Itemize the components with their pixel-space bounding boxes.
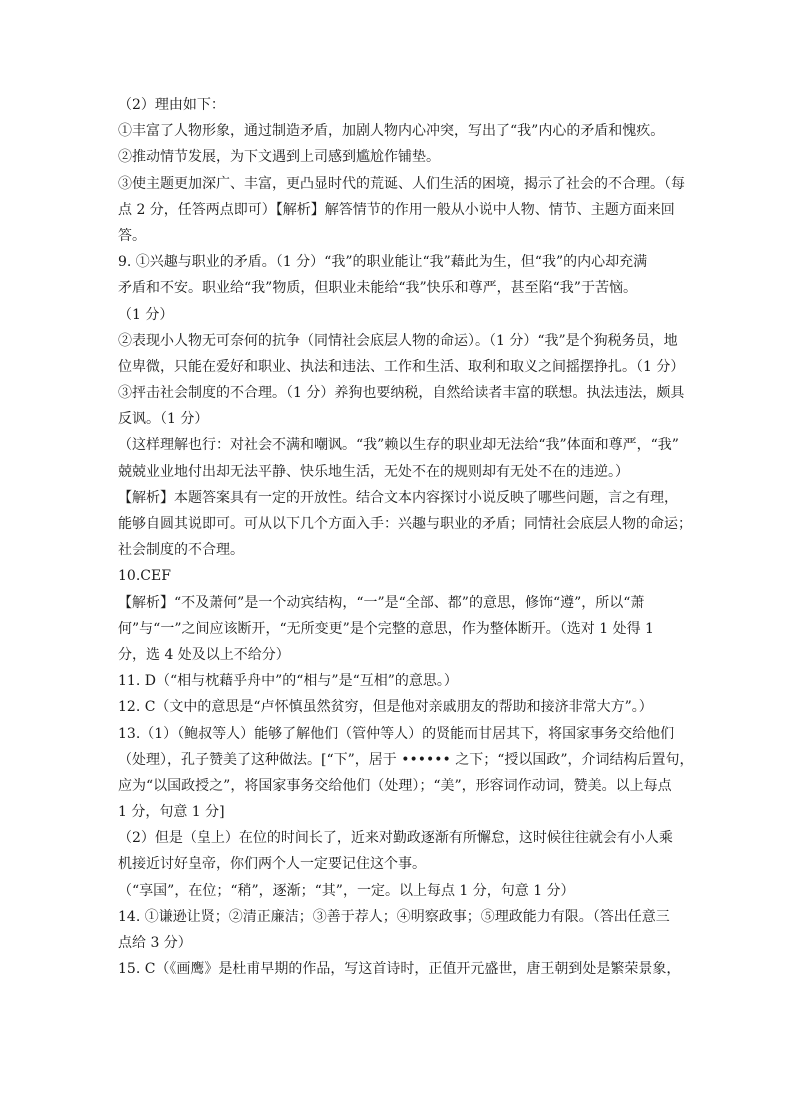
text-line: 11. D（“相与枕藉乎舟中”的“相与”是“互相”的意思。） bbox=[118, 673, 458, 690]
text-line: ②推动情节发展，为下文遇到上司感到尴尬作铺垫。 bbox=[118, 149, 440, 166]
text-line: 社会制度的不合理。 bbox=[118, 542, 244, 559]
text-line: 反讽。（1 分） bbox=[118, 411, 209, 428]
text-line: 14. ①谦逊让贤；②清正廉洁；③善于荐人；④明察政事；⑤理政能力有限。（答出任意三 bbox=[118, 908, 670, 925]
text-line: 答。 bbox=[118, 227, 146, 244]
text-line: 1 分，句意 1 分] bbox=[118, 804, 225, 821]
text-line: ③使主题更加深广、丰富，更凸显时代的荒诞、人们生活的困境，揭示了社会的不合理。（每 bbox=[118, 175, 685, 192]
text-line: 应为“以国政授之”，将国家事务交给他们（处理）；“美”，形容词作动词，赞美。以上每点 bbox=[118, 777, 672, 794]
text-line: 能够自圆其说即可。可从以下几个方面入手：兴趣与职业的矛盾；同情社会底层人物的命运； bbox=[118, 516, 692, 532]
text-line: （1 分） bbox=[118, 306, 174, 323]
text-line: 兢兢业业地付出却无法平静、快乐地生活，无处不在的规则却有无处不在的违逆。） bbox=[118, 463, 629, 480]
text-line: 分，选 4 处及以上不给分） bbox=[118, 646, 290, 663]
text-line: 10.CEF bbox=[118, 568, 171, 585]
text-line: ③抨击社会制度的不合理。（1 分）养狗也要纳税，自然给读者丰富的联想。执法违法，颇具 bbox=[118, 385, 685, 402]
answer-document bbox=[118, 92, 703, 982]
text-line: （2）但是（皇上）在位的时间长了，近来对勤政逐渐有所懈怠，这时候往往就会有小人乘 bbox=[118, 830, 673, 847]
text-line: ②表现小人物无可奈何的抗争（同情社会底层人物的命运）。（1 分）“我”是个狗税务员，地 bbox=[118, 332, 678, 349]
text-line: 点给 3 分） bbox=[118, 935, 192, 951]
text-line: 点 2 分，任答两点即可）【解析】解答情节的作用一般从小说中人物、情节、主题方面来回 bbox=[118, 201, 675, 218]
text-line: （2）理由如下： bbox=[118, 97, 225, 113]
text-line: 15. C（《画鹰》是杜甫早期的作品，写这首诗时，正值开元盛世，唐王朝到处是繁荣景象， bbox=[118, 961, 681, 978]
text-line: 13.（1）（鲍叔等人）能够了解他们（管仲等人）的贤能而甘居其下，将国家事务交给他们 bbox=[118, 725, 675, 742]
text-line: （“享国”，在位；“稍”，逐渐；“其”，一定。以上每点 1 分，句意 1 分） bbox=[118, 882, 575, 899]
text-line: 机接近讨好皇帝，你们两个人一定要记住这个事。 bbox=[118, 856, 426, 873]
text-line: 12. C（文中的意思是“卢怀慎虽然贫穷，但是他对亲戚朋友的帮助和接济非常大方”。） bbox=[118, 699, 653, 716]
text-line: 【解析】本题答案具有一定的开放性。结合文本内容探讨小说反映了哪些问题，言之有理， bbox=[118, 489, 678, 506]
text-line: 【解析】“不及萧何”是一个动宾结构，“一”是“全部、都”的意思，修饰“遵”，所以“萧 bbox=[118, 594, 645, 611]
text-line: （这样理解也行：对社会不满和嘲讽。“我”赖以生存的职业却无法给“我”体面和尊严，“我” bbox=[118, 437, 679, 454]
text-line: ①丰富了人物形象，通过制造矛盾，加剧人物内心冲突，写出了“我”内心的矛盾和愧疚。 bbox=[118, 123, 665, 140]
text-line: 何”与“一”之间应该断开，“无所变更”是个完整的意思，作为整体断开。（选对 1 处得 1 bbox=[118, 620, 654, 637]
text-line: 矛盾和不安。职业给“我”物质，但职业未能给“我”快乐和尊严，甚至陷“我”于苦恼。 bbox=[118, 280, 637, 297]
text-line: 9. ①兴趣与职业的矛盾。（1 分）“我”的职业能让“我”藉此为生，但“我”的内心却充满 bbox=[118, 254, 648, 271]
text-line: 位卑微，只能在爱好和职业、执法和违法、工作和生活、取利和取义之间摇摆挣扎。（1 分） bbox=[118, 358, 685, 375]
text-line: （处理），孔子赞美了这种做法。[“下”，居于 •••••• 之下；“授以国政”，介词结构后置句， bbox=[118, 751, 694, 768]
